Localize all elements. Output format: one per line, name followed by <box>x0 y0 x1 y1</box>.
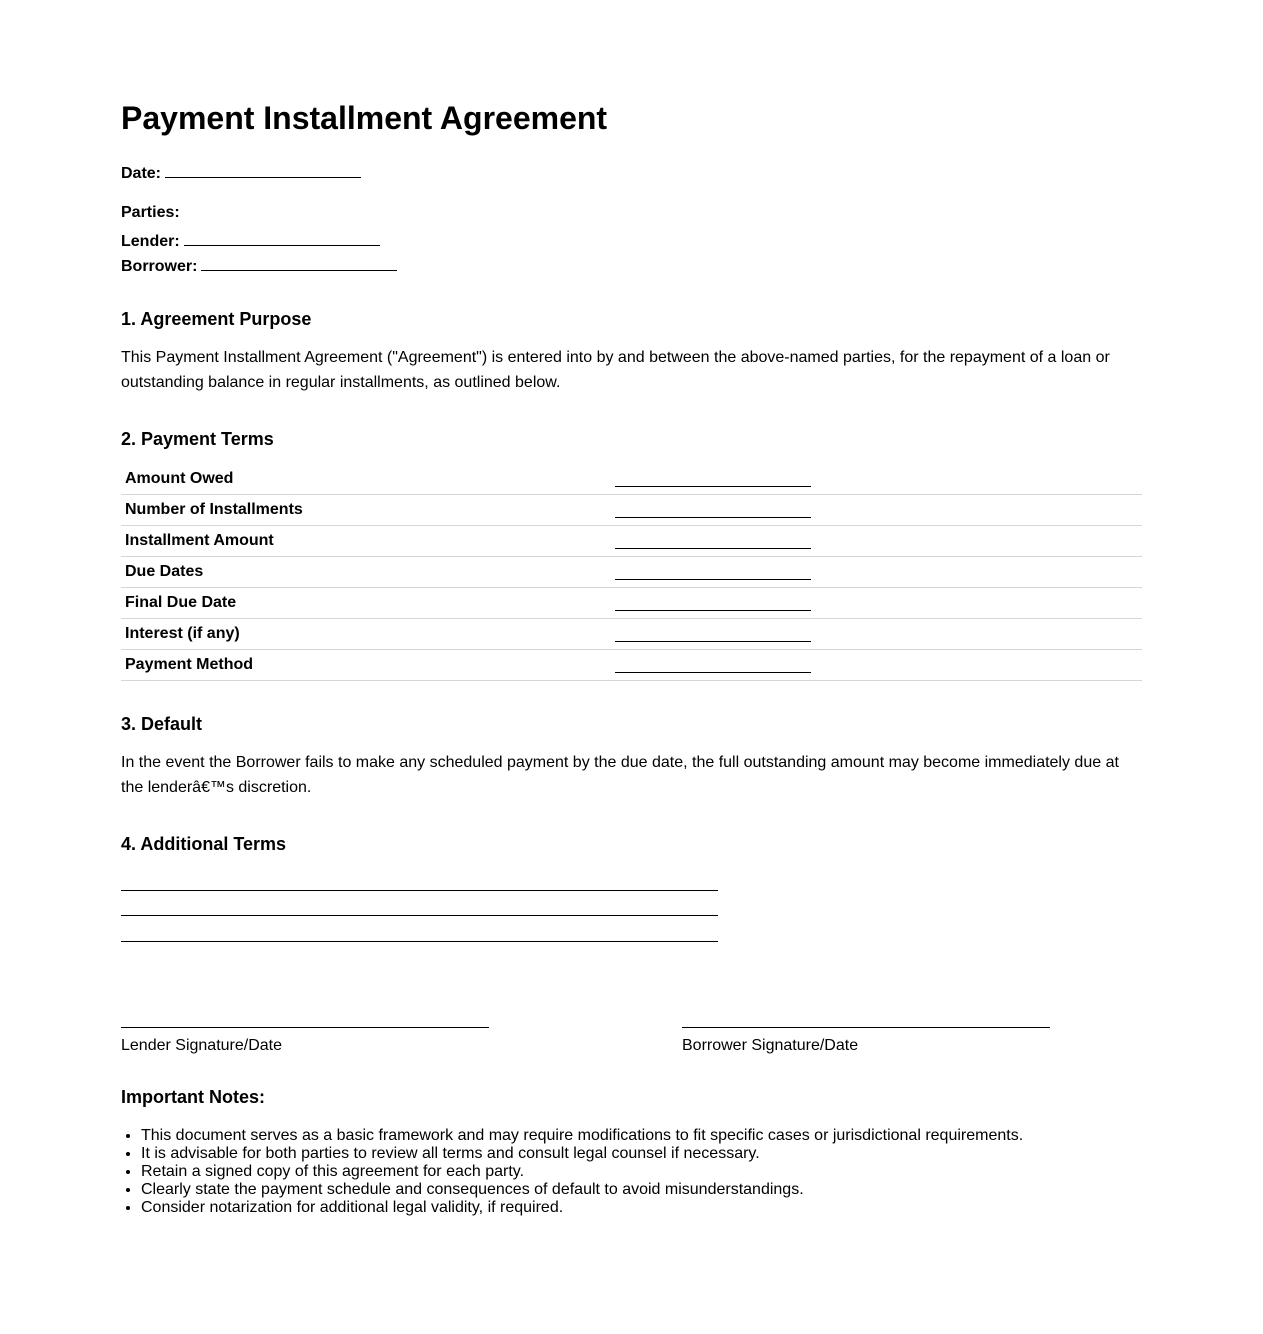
lender-blank-line[interactable] <box>184 229 380 246</box>
term-value-cell <box>611 464 1142 495</box>
borrower-signature-line[interactable] <box>682 1027 1050 1028</box>
table-row <box>121 464 1142 495</box>
term-value-cell <box>611 557 1142 588</box>
term-blank-line[interactable] <box>615 548 811 549</box>
lender-field <box>121 229 380 252</box>
section-payment-terms-heading: 2. Payment Terms <box>121 429 274 449</box>
table-row <box>121 588 1142 619</box>
term-label: Interest (if any) <box>121 619 611 650</box>
term-value-cell <box>611 526 1142 557</box>
term-blank-line[interactable] <box>615 486 811 487</box>
table-row <box>121 526 1142 557</box>
term-label: Payment Method <box>121 650 611 681</box>
additional-terms-line[interactable] <box>121 890 718 891</box>
borrower-signature-label: Borrower Signature/Date <box>682 1037 859 1054</box>
additional-terms-line[interactable] <box>121 915 718 916</box>
term-blank-line[interactable] <box>615 610 811 611</box>
term-blank-line[interactable] <box>615 672 811 673</box>
term-label: Number of Installments <box>121 495 611 526</box>
lender-signature-line[interactable] <box>121 1027 489 1028</box>
table-row <box>121 619 1142 650</box>
table-row <box>121 557 1142 588</box>
borrower-blank-line[interactable] <box>201 254 397 271</box>
payment-terms-table <box>121 464 1142 681</box>
section-additional-heading: 4. Additional Terms <box>121 834 287 854</box>
date-blank-line[interactable] <box>165 161 361 178</box>
notes-heading: Important Notes: <box>121 1087 265 1107</box>
term-label: Amount Owed <box>121 464 611 495</box>
table-row <box>121 650 1142 681</box>
term-value-cell <box>611 619 1142 650</box>
term-blank-line[interactable] <box>615 579 811 580</box>
date-label: Date: <box>121 165 162 182</box>
section-default-text: In the event the Borrower fails to make any scheduled payment by the due date, the full outstanding amount may become immediately due at the lenderâ€™s discretion. <box>121 754 1119 796</box>
term-label: Due Dates <box>121 557 611 588</box>
term-label: Final Due Date <box>121 588 611 619</box>
section-purpose-heading: 1. Agreement Purpose <box>121 309 312 329</box>
term-value-cell <box>611 588 1142 619</box>
term-label: Installment Amount <box>121 526 611 557</box>
table-row <box>121 495 1142 526</box>
term-blank-line[interactable] <box>615 517 811 518</box>
section-default-heading: 3. Default <box>121 714 203 734</box>
term-value-cell <box>611 650 1142 681</box>
lender-signature-label: Lender Signature/Date <box>121 1037 282 1054</box>
section-purpose-text: This Payment Installment Agreement ("Agreement") is entered into by and between the above-named parties, for the repayment of a loan or outstanding balance in regular installments, as outlined below. <box>121 349 1110 391</box>
term-blank-line[interactable] <box>615 641 811 642</box>
term-value-cell <box>611 495 1142 526</box>
parties-label: Parties: <box>121 204 180 221</box>
date-field <box>121 161 361 184</box>
borrower-label: Borrower: <box>121 258 198 275</box>
notes-list <box>121 1127 1023 1217</box>
list-item: • Consider notarization for additional legal validity, if required. <box>141 1199 1023 1217</box>
document-title: Payment Installment Agreement <box>121 100 608 136</box>
borrower-field <box>121 254 397 277</box>
list-item: • This document serves as a basic framework and may require modifications to fit specific cases or jurisdictional requirements. <box>141 1127 1023 1145</box>
additional-terms-line[interactable] <box>121 941 718 942</box>
list-item: • It is advisable for both parties to review all terms and consult legal counsel if necessary. <box>141 1145 1023 1163</box>
lender-label: Lender: <box>121 233 180 250</box>
list-item: • Clearly state the payment schedule and consequences of default to avoid misunderstandings. <box>141 1181 1023 1199</box>
list-item: • Retain a signed copy of this agreement for each party. <box>141 1163 1023 1181</box>
